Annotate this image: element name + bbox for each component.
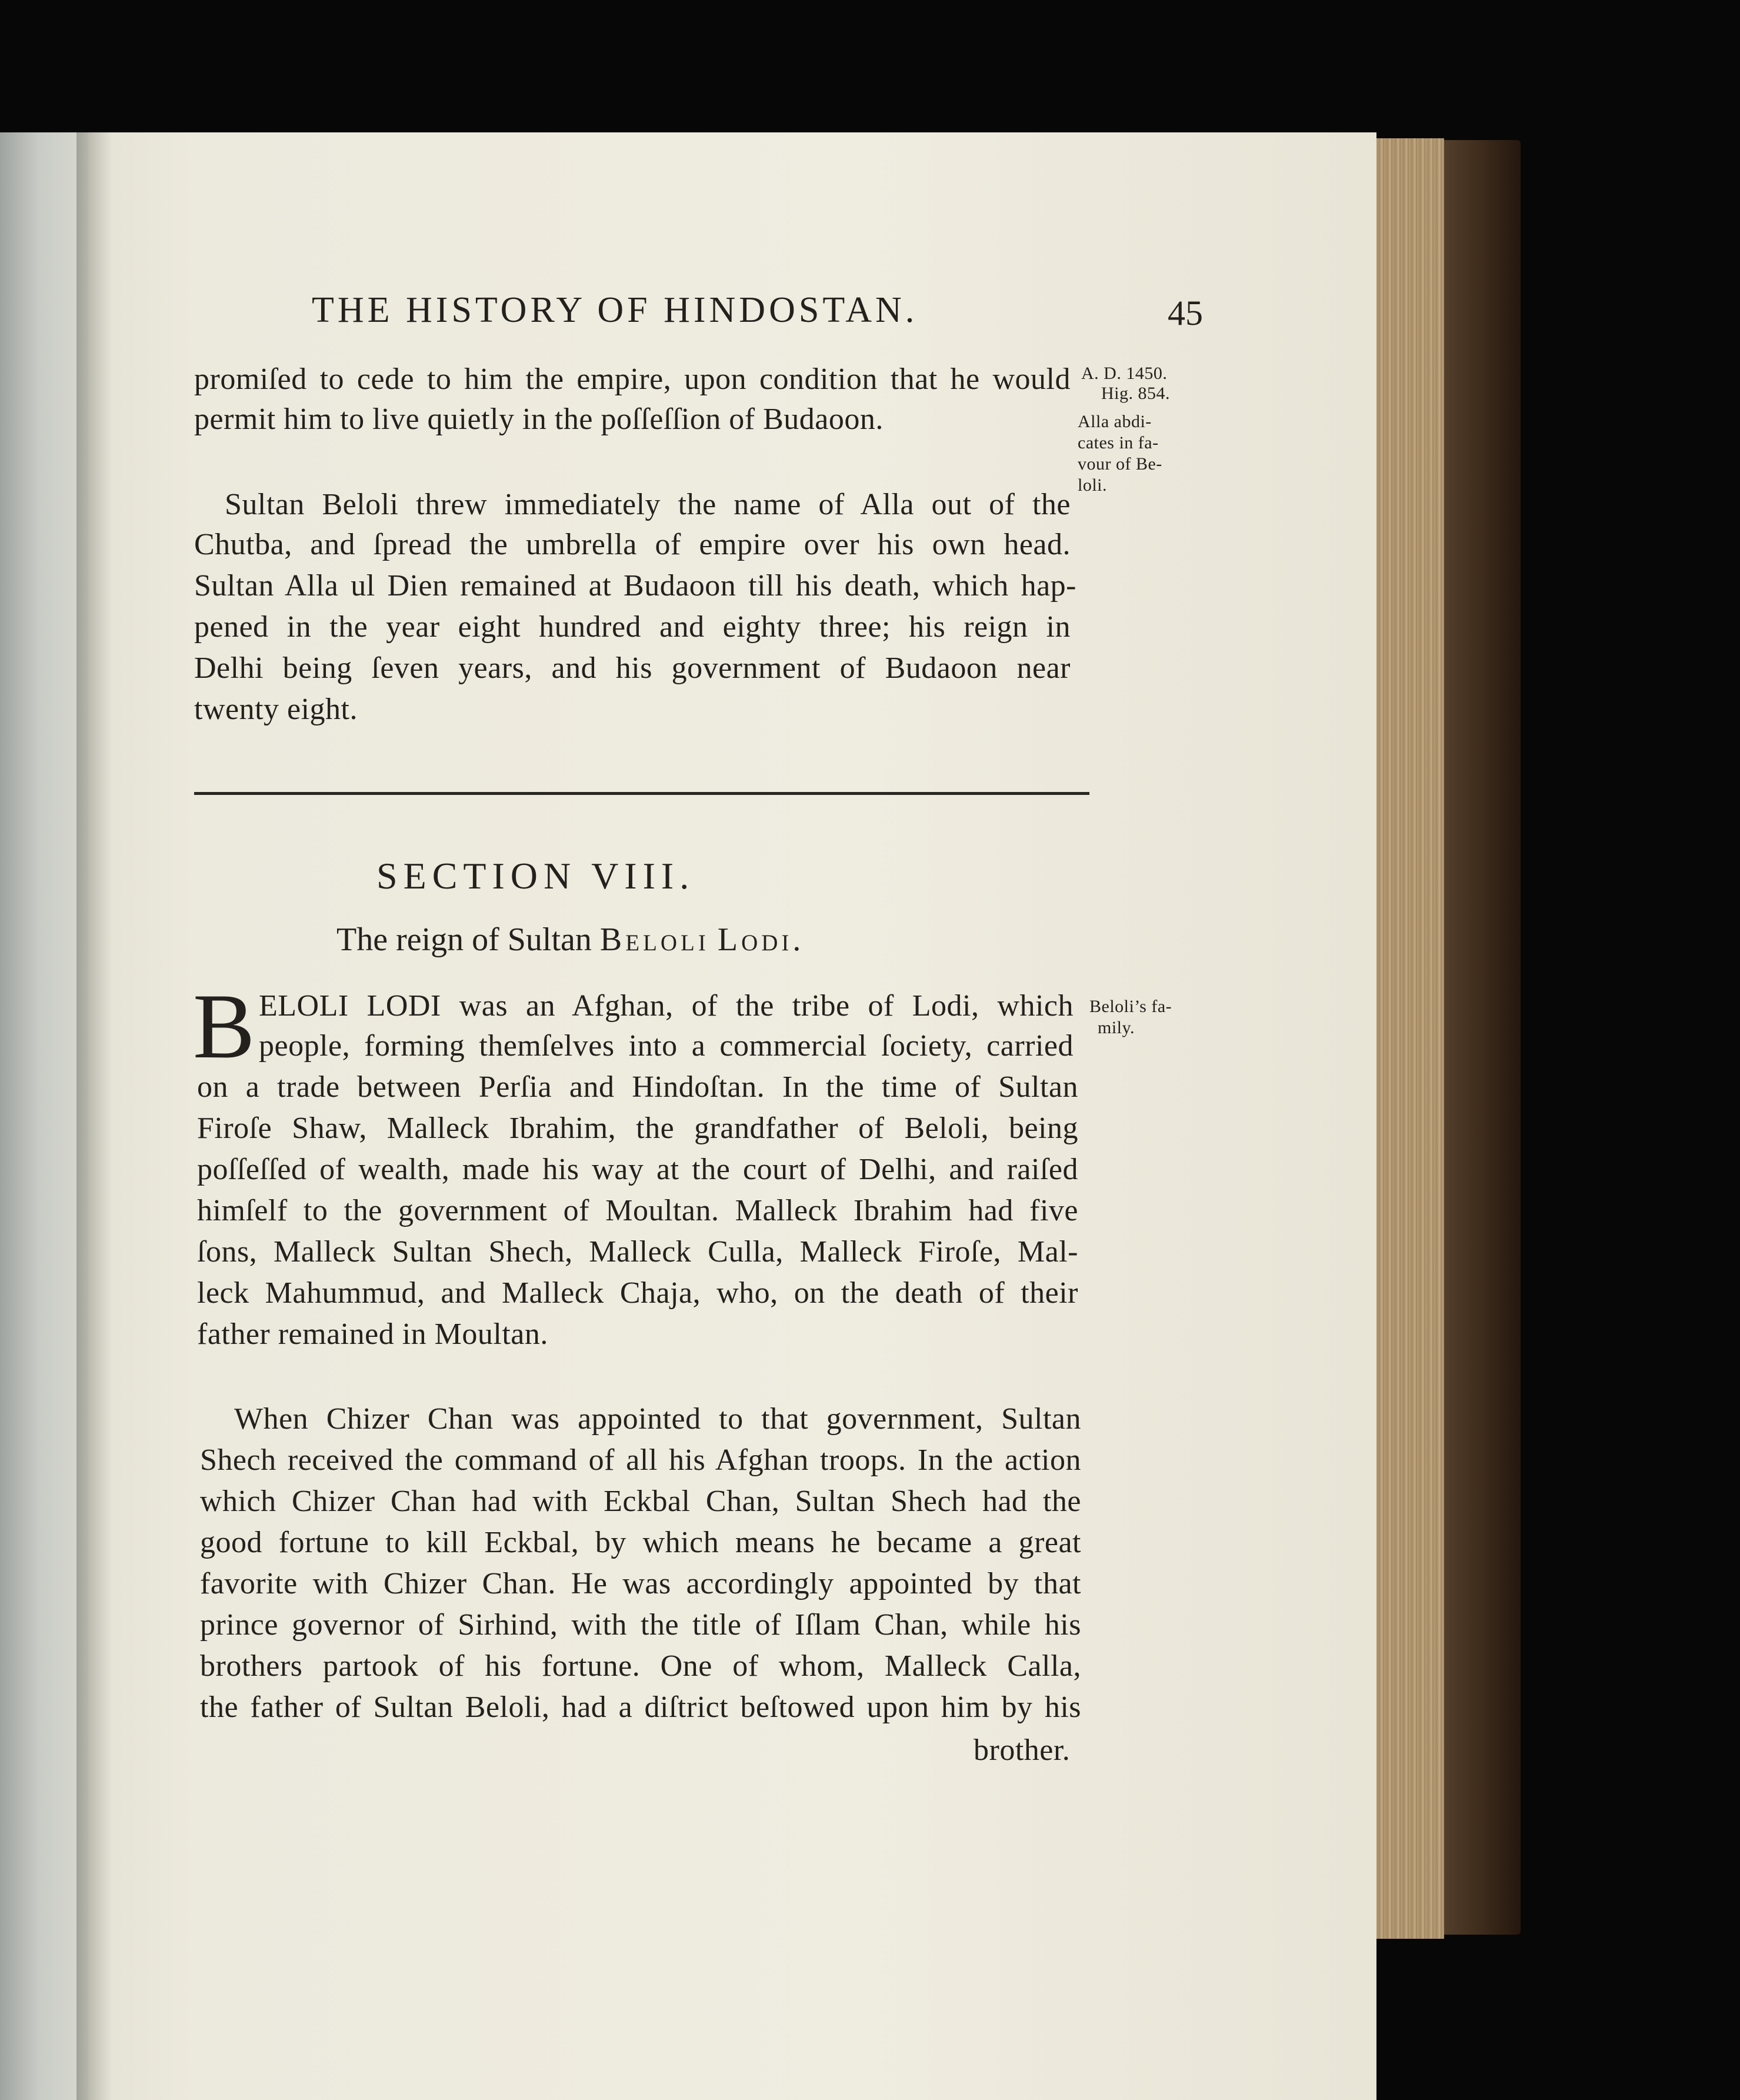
body-line: leck Mahummud, and Malleck Chaja, who, on the death of their <box>197 1276 1078 1310</box>
margin-date-hig: Hig. 854. <box>1101 384 1170 403</box>
body-line: people, forming themſelves into a commercial ſociety, carried <box>259 1029 1074 1063</box>
body-line: pened in the year eight hundred and eighty three; his reign in <box>194 610 1071 644</box>
body-line: father remained in Moultan. <box>197 1317 548 1351</box>
body-line: ſons, Malleck Sultan Shech, Malleck Culla, Malleck Firoſe, Mal- <box>197 1235 1078 1269</box>
section-subtitle <box>336 921 804 959</box>
drop-cap: B <box>193 975 255 1078</box>
body-line: twenty eight. <box>194 693 358 726</box>
body-line: promiſed to cede to him the empire, upon condition that he would <box>194 362 1071 396</box>
body-line: Shech received the command of all his Afghan troops. In the action <box>200 1443 1081 1477</box>
body-line: ELOLI LODI was an Afghan, of the tribe of Lodi, which <box>259 989 1074 1023</box>
margin-note-line: Beloli’s fa- <box>1089 997 1172 1016</box>
body-line: favorite with Chizer Chan. He was accordingly appointed by that <box>200 1567 1081 1600</box>
reign-name-last: Lodi. <box>717 921 805 958</box>
body-line: When Chizer Chan was appointed to that government, Sultan <box>234 1402 1081 1436</box>
body-line: poſſeſſed of wealth, made his way at the court of Delhi, and raiſed <box>197 1153 1078 1186</box>
section-title: SECTION VIII. <box>376 855 695 897</box>
margin-note-line: cates in fa- <box>1078 433 1159 452</box>
body-line: good fortune to kill Eckbal, by which means he became a great <box>200 1526 1081 1559</box>
body-line: the father of Sultan Beloli, had a diſtrict beſtowed upon him by his <box>200 1690 1081 1724</box>
catchword: brother. <box>974 1733 1071 1767</box>
page-block-edge <box>1368 138 1444 1939</box>
body-line: Delhi being ſeven years, and his government of Budaoon near <box>194 651 1071 685</box>
body-line: prince governor of Sirhind, with the title of Iſlam Chan, while his <box>200 1608 1081 1642</box>
body-line: himſelf to the government of Moultan. Malleck Ibrahim had five <box>197 1194 1078 1227</box>
body-line: permit him to live quietly in the poſſeſſion of Budaoon. <box>194 402 884 436</box>
body-line: Chutba, and ſpread the umbrella of empire over his own head. <box>194 528 1071 561</box>
reign-prefix: The reign of Sultan <box>336 921 592 958</box>
margin-note-line: loli. <box>1078 475 1108 495</box>
margin-note-line: vour of Be- <box>1078 454 1162 474</box>
gutter-shadow <box>76 132 112 2100</box>
margin-date-ad: A. D. 1450. <box>1081 364 1168 383</box>
running-title: THE HISTORY OF HINDOSTAN. <box>312 290 918 330</box>
margin-note-line: mily. <box>1098 1018 1135 1037</box>
body-line: Sultan Alla ul Dien remained at Budaoon till his death, which hap- <box>194 569 1076 603</box>
body-line: on a trade between Perſia and Hindoſtan. In the time of Sultan <box>197 1070 1078 1104</box>
margin-note-line: Alla abdi- <box>1078 412 1152 431</box>
body-line: brothers partook of his fortune. One of whom, Malleck Calla, <box>200 1649 1081 1683</box>
section-rule <box>194 792 1089 795</box>
reign-name-first: Beloli <box>599 921 709 958</box>
body-line: Firoſe Shaw, Malleck Ibrahim, the grandfather of Beloli, being <box>197 1111 1078 1145</box>
page-number: 45 <box>1168 294 1203 332</box>
left-page-edge <box>0 132 88 2100</box>
body-line: Sultan Beloli threw immediately the name of Alla out of the <box>225 488 1071 521</box>
body-line: which Chizer Chan had with Eckbal Chan, Sultan Shech had the <box>200 1485 1081 1518</box>
